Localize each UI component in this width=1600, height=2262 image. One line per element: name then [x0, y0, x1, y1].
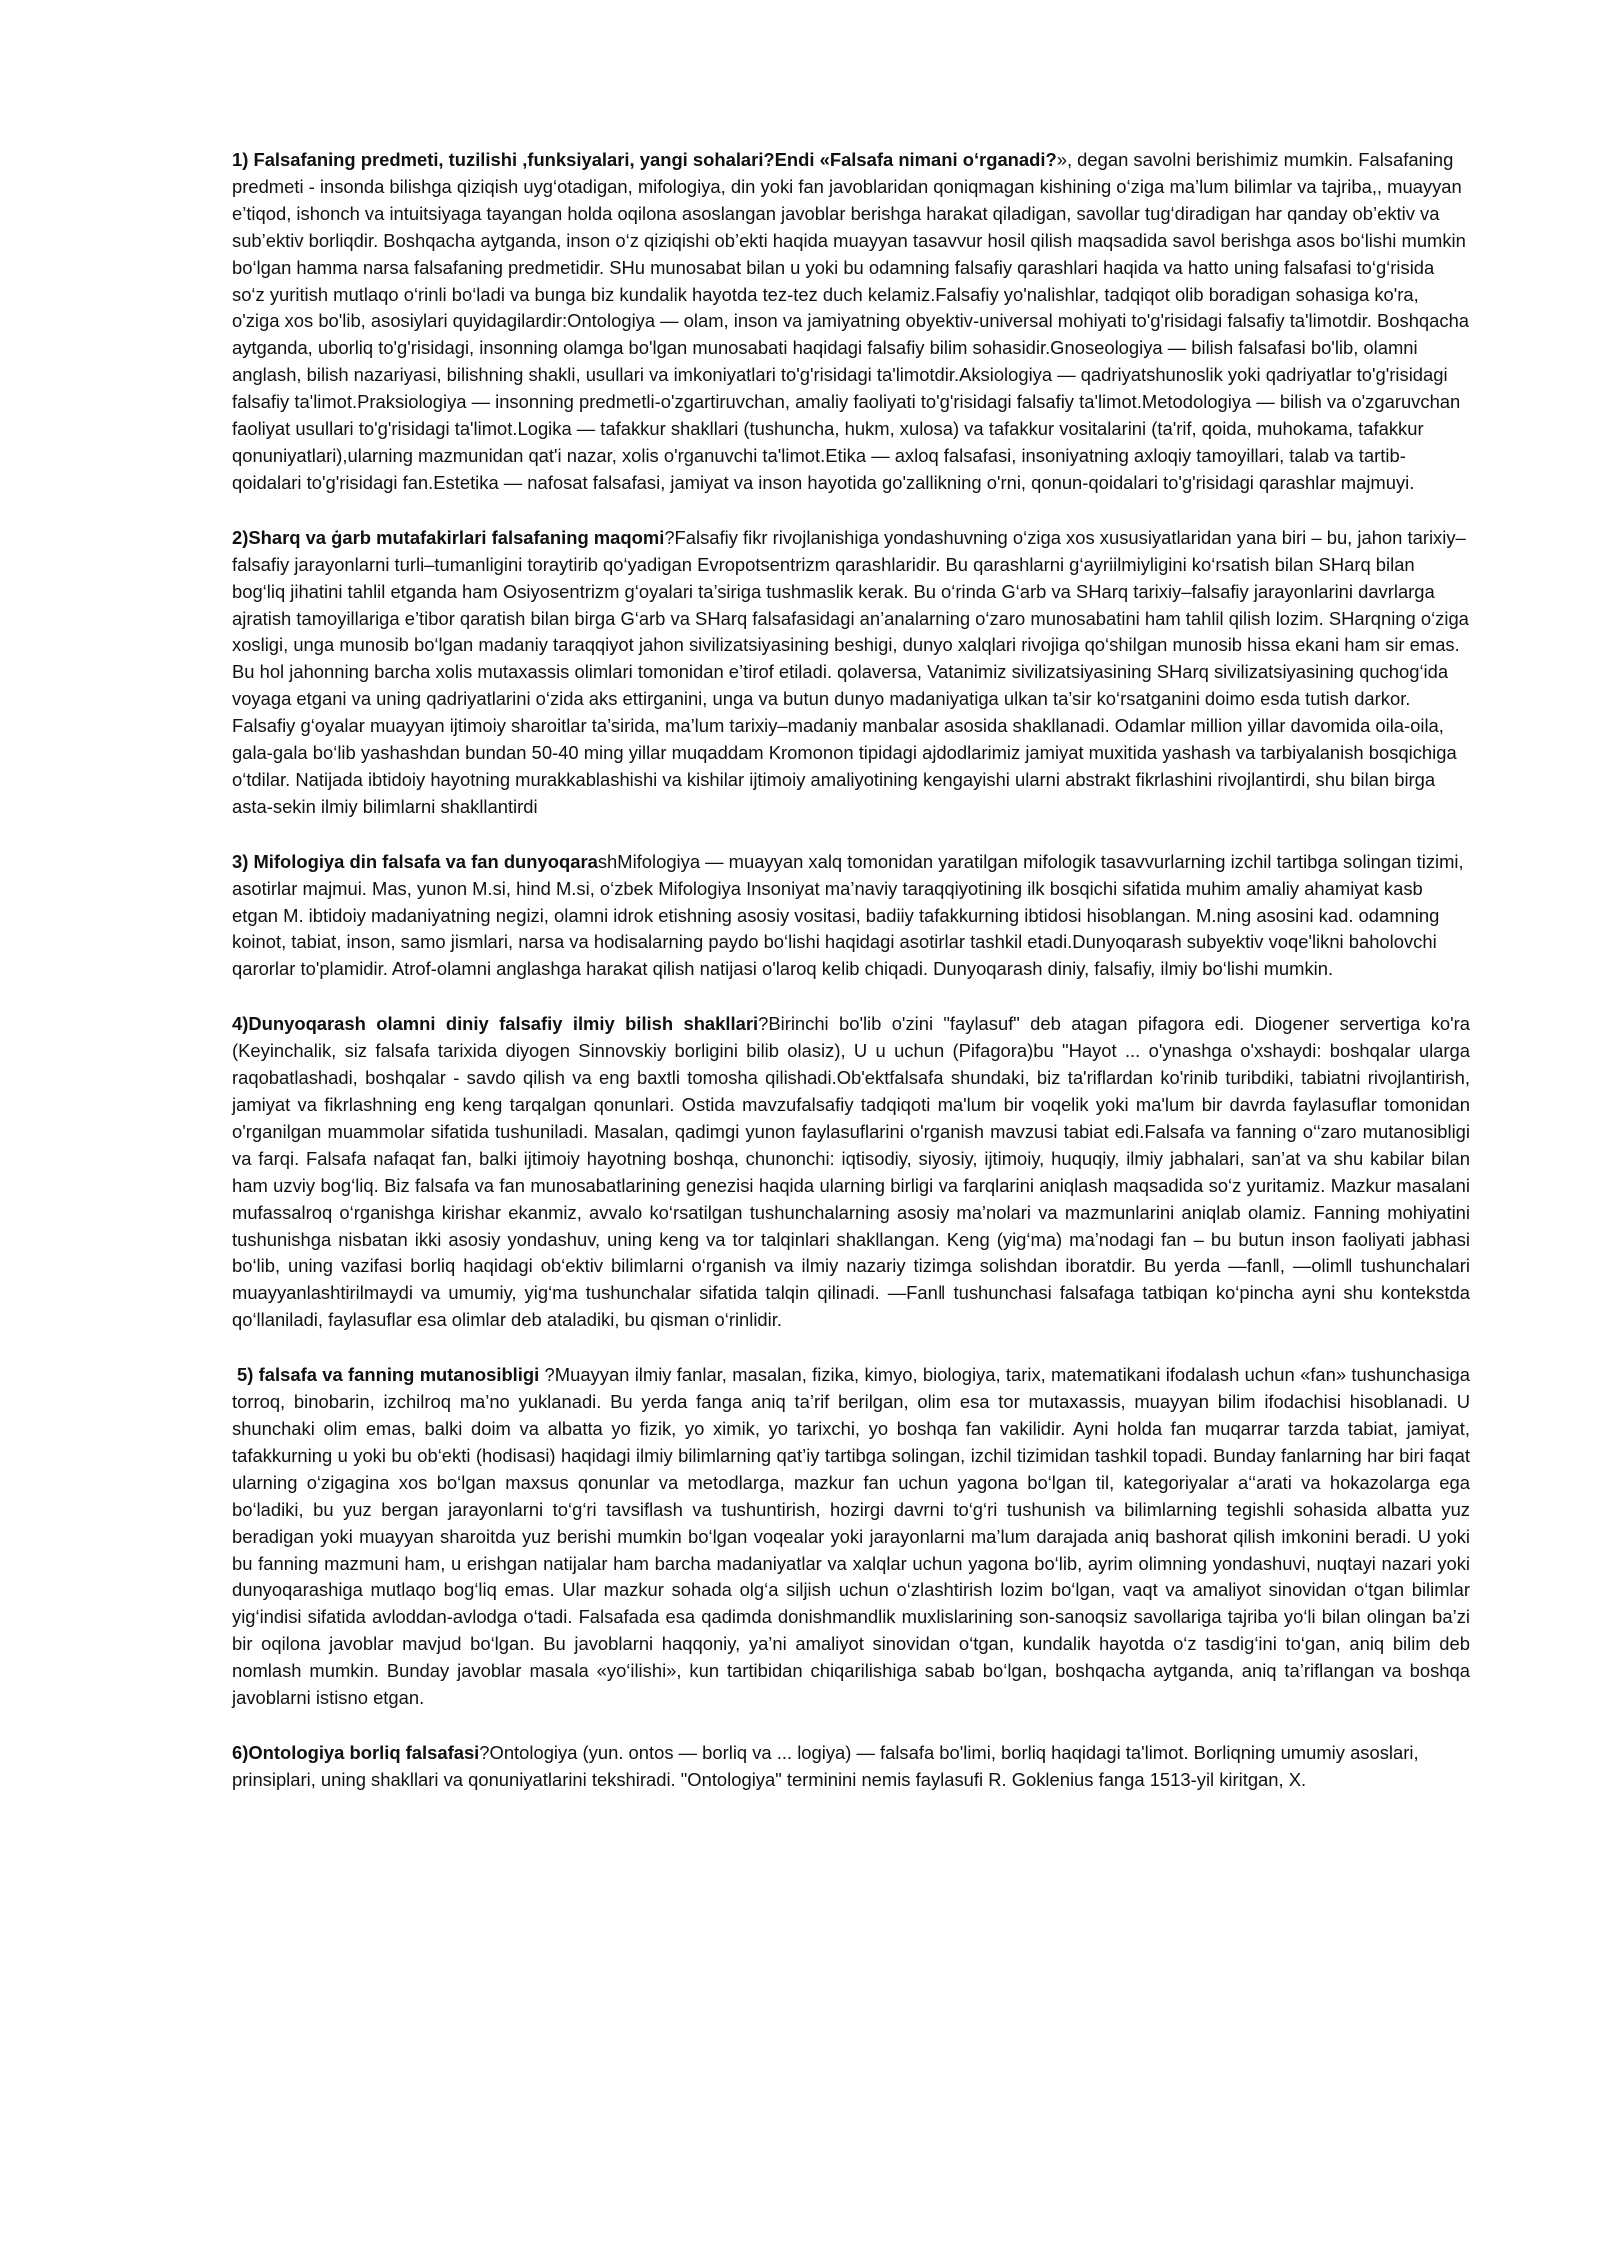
- section-3-body: shMifologiya — muayyan xalq tomonidan yaratilgan mifologik tasavvurlarning izchil tartibga solingan tizimi, asotirlar majmui. Mas, yunon M.si, hind M.si, o‘zbek Mifologiya Insoniyat ma’naviy taraqqiyotining ilk bosqichi sifatida muhim amaliy ahamiyat kasb etgan M. ibtidoiy madaniyatning negizi, olamni idrok etishning asosiy vositasi, badiiy tafakkurning ibtidosi hisoblangan. M.ning asosini kad. odamning koinot, tabiat, inson, samo jismlari, narsa va hodisalarning paydo bo‘lishi haqidagi asotirlar tashkil etadi.Dunyoqarash subyektiv voqe'likni baholovchi qarorlar to'plamidir. Atrof-olamni anglashga harakat qilish natijasi o'laroq kelib chiqadi. Dunyoqarash diniy, falsafiy, ilmiy bo‘lishi mumkin.: [232, 850, 1464, 980]
- section-3-paragraph: [232, 849, 1470, 984]
- section-2-paragraph: [232, 525, 1470, 821]
- section-3-heading: 3) Mifologiya din falsafa va fan dunyoqara: [232, 850, 598, 872]
- section-4-heading: 4)Dunyoqarash olamni diniy falsafiy ilmiy bilish shakllari: [232, 1013, 759, 1035]
- section-6-heading: 6)Ontologiya borliq falsafasi: [232, 1741, 480, 1763]
- section-2: [232, 525, 1470, 821]
- section-5-paragraph: [232, 1362, 1470, 1712]
- section-4: [232, 1011, 1470, 1334]
- section-6: [232, 1740, 1470, 1794]
- section-1-heading: 1) Falsafaning predmeti, tuzilishi ,funksiyalari, yangi sohalari?Endi «Falsafa nimani o‘rganadi?: [232, 149, 1057, 170]
- section-5-body: ?Muayyan ilmiy fanlar, masalan, fizika, kimyo, biologiya, tarix, matematikani ifodalash uchun «fan» tushunchasiga torroq, binobarin, izchilroq ma’no yuklanadi. Bu yerda fanga aniq ta’rif berilgan, olim esa tor mutaxassis, muayyan bilim ifodachisi hisoblanadi. U shunchaki olim emas, balki doim va albatta yo fizik, yo ximik, yo tarixchi, yo boshqa fan vakilidir. Ayni holda fan muqarrar tarzda tabiat, jamiyat, tafakkurning u yoki bu ob‘ekti (hodisasi) haqidagi ilmiy bilimlarning qat’iy tartibga solingan, izchil tizimidan tashkil topadi. Bunday fanlarning har biri faqat ularning o‘zigagina xos bo‘lgan maxsus qonunlar va metodlarga, mazkur fan uchun yagona bo‘lgan til, kategoriyalar a‘‘arati va hokazolarga ega bo‘ladiki, bu yuz bergan jarayonlarni to‘g‘ri tavsiflash va tushuntirish, hozirgi davrni to‘g‘ri tushunish va bilimlarning tegishli sohasida albatta yuz beradigan yoki muayyan sharoitda yuz berishi mumkin bo‘lgan voqealar yoki jarayonlarni ma’lum darajada aniq bashorat qilish imkonini beradi. U yoki bu fanning mazmuni ham, u erishgan natijalar ham barcha madaniyatlar va xalqlar uchun yagona bo‘lib, ayrim olimning yondashuvi, nuqtayi nazari yoki dunyoqarashiga mutlaqo bog‘liq emas. Ular mazkur sohada olg‘a siljish uchun o‘zlashtirish lozim bo‘lgan, vaqt va amaliyot sinovidan o‘tgan bilimlar yig‘indisi sifatida avloddan-avlodga o‘tadi. Falsafada esa qadimda donishmandlik muxlislarining son-sanoqsiz savollariga tajriba yo‘li bilan olingan ba’zi bir oqilona javoblar mavjud bo‘lgan. Bu javoblarni haqqoniy, ya’ni amaliyot sinovidan o‘tgan, kundalik hayotda o‘z tasdig‘ini to‘gan, aniq bilim deb nomlash mumkin. Bunday javoblar masala «yo‘ilishi», kun tartibidan chiqarilishiga sabab bo‘lgan, boshqacha aytganda, aniq ta’riflangan va boshqa javoblarni istisno etgan.: [232, 1364, 1470, 1709]
- section-6-paragraph: [232, 1740, 1470, 1794]
- section-1: [232, 147, 1470, 497]
- section-4-body: ?Birinchi bo'lib o'zini "faylasuf" deb atagan pifagora edi. Diogener servertiga ko'ra (Keyinchalik, siz falsafa tarixida diyogen Sinnovskiy borligini bilib olasiz), U u uchun (Pifagora)bu "Hayot ... o'ynashga o'xshaydi: boshqalar ularga raqobatlashadi, boshqalar - savdo qilish va eng baxtli tomosha qilishadi.Ob'ektfalsafa shundaki, biz ta'riflardan ko'rinib turibdiki, tabiatni rivojlantirish, jamiyat va fikrlashning eng keng tarqalgan qonunlari. Ostida mavzufalsafiy tadqiqoti ma'lum bir voqelik yoki ma'lum bir davrda faylasuflar tomonidan o'rganilgan muammolar sifatida tushuniladi. Masalan, qadimgi yunon faylasuflarini o'rganish mavzusi tabiat edi.Falsafa va fanning o‘‘zaro mutanosibligi va farqi. Falsafa nafaqat fan, balki ijtimoiy hayotning boshqa, chunonchi: iqtisodiy, siyosiy, ijtimoiy, huquqiy, ilmiy jabhalari, san’at va shu kabilar bilan ham uzviy bog‘liq. Biz falsafa va fan munosabatlarining genezisi haqida ularning birligi va farqlarini aniqlash maqsadida so‘z yuritamiz. Mazkur masalani mufassalroq o‘rganishga kirishar ekanmiz, avvalo ko‘rsatilgan tushunchalarning asosiy ma’nolari va mazmunlarini aniqlab olamiz. Fanning mohiyatini tushunishga nisbatan ikki asosiy yondashuv, uning keng va tor talqinlari shakllangan. Keng (yig‘ma) ma’nodagi fan – bu butun inson faoliyati jabhasi bo‘lib, uning vazifasi borliq haqidagi ob‘ektiv bilimlarni o‘rganish va ilmiy nazariy tizimga solishdan iboratdir. Bu yerda ―fan‖, ―olim‖ tushunchalari muayyanlashtirilmaydi va umumiy, yig‘ma tushunchalar sifatida talqin qilinadi. ―Fan‖ tushunchasi falsafaga tatbiqan ko‘pincha ayni shu kontekstda qo‘llaniladi, faylasuflar esa olimlar deb ataladiki, bu qisman o‘rinlidir.: [232, 1013, 1470, 1331]
- section-2-body: ?Falsafiy fikr rivojlanishiga yondashuvning o‘ziga xos xususiyatlaridan yana biri – bu, jahon tarixiy–falsafiy jarayonlarni turli–tumanligini toraytirib qo‘yadigan Evropotsentrizm qarashlaridir. Bu qarashlarni g‘ayriilmiyligini ko‘rsatish bilan SHarq bilan bog‘liq jihatini tahlil etganda ham Osiyosentrizm g‘oyalari ta’siriga tushmaslik kerak. Bu o‘rinda G‘arb va SHarq tarixiy–falsafiy jarayonlarini davrlarga ajratish tamoyillariga e’tibor qaratish bilan birga G‘arb va SHarq falsafasidagi an’analarning o‘zaro munosabatini ham tahlil qilish lozim. SHarqning o‘ziga xosligi, unga munosib bo‘lgan madaniy taraqqiyot jahon sivilizatsiyasining beshigi, dunyo xalqlari rivojiga qo‘shilgan munosib hissa ekani ham sir emas. Bu hol jahonning barcha xolis mutaxassis olimlari tomonidan e’tirof etiladi. qolaversa, Vatanimiz sivilizatsiyasining SHarq sivilizatsiyasining quchog‘ida voyaga etgani va uning qadriyatlarini o‘zida aks ettirganini, unga va butun dunyo madaniyatiga ulkan ta’sir ko‘rsatganini doimo esda tutish darkor. Falsafiy g‘oyalar muayyan ijtimoiy sharoitlar ta’sirida, ma’lum tarixiy–madaniy manbalar asosida shakllanadi. Odamlar million yillar davomida oila-oila, gala-gala bo‘lib yashashdan bundan 50-40 ming yillar muqaddam Kromonon tipidagi ajdodlarimiz jamiyat muxitida yashash va tarbiyalanish bosqichiga o‘tdilar. Natijada ibtidoiy hayotning murakkablashishi va kishilar ijtimoiy amaliyotining kengayishi ularni abstrakt fikrlashini rivojlantirdi, shu bilan birga asta-sekin ilmiy bilimlarni shakllantirdi: [232, 526, 1469, 817]
- section-2-heading: 2)Sharq va ġarb mutafakirlari falsafaning maqomi: [232, 526, 665, 548]
- section-5-heading: 5) falsafa va fanning mutanosibligi: [237, 1364, 540, 1386]
- section-6-body: ?Ontologiya (yun. ontos — borliq va ... logiya) — falsafa bo'limi, borliq haqidagi ta'limot. Borliqning umumiy asoslari, prinsiplari, uning shakllari va qonuniyatlarini tekshiradi. "Ontologiya" terminini nemis faylasufi R. Goklenius fanga 1513-yil kiritgan, X.: [232, 1741, 1419, 1790]
- section-5: [232, 1362, 1470, 1712]
- section-4-paragraph: [232, 1011, 1470, 1334]
- section-1-body: », degan savolni berishimiz mumkin. Falsafaning predmeti - insonda bilishga qiziqish uyg‘otadigan, mifologiya, din yoki fan javoblaridan qoniqmagan kishining o‘ziga ma’lum bilimlar va tajriba,, muayyan e’tiqod, ishonch va intuitsiyaga tayangan holda oqilona asoslangan javoblar berishga harakat qiladigan, savollar tug‘diradigan har qanday ob’ektiv va sub’ektiv borliqdir. Boshqacha aytganda, inson o‘z qiziqishi ob’ekti haqida muayyan tasavvur hosil qilish maqsadida savol berishga asos bo‘lishi mumkin bo‘lgan hamma narsa falsafaning predmetidir. SHu munosabat bilan u yoki bu odamning falsafiy qarashlari haqida va hatto uning falsafasi to‘g‘risida so‘z yuritish mutlaqo o‘rinli bo‘ladi va bunga biz kundalik hayotda tez-tez duch kelamiz.Falsafiy yo'nalishlar, tadqiqot olib boradigan sohasiga ko'ra, o'ziga xos bo'lib, asosiylari quyidagilardir:Ontologiya — olam, inson va jamiyatning obyektiv-universal mohiyati to'g'risidagi falsafiy ta'limotdir. Boshqacha aytganda, uborliq to'g'risidagi, insonning olamga bo'lgan munosabati haqidagi falsafiy bilim sohasidir.Gnoseologiya — bilish falsafasi bo'lib, olamni anglash, bilish nazariyasi, bilishning shakli, usullari va imkoniyatlari to'g'risidagi ta'limotdir.Aksiologiya — qadriyatshunoslik yoki qadriyatlar to'g'risidagi falsafiy ta'limot.Praksiologiya — insonning predmetli-o'zgartiruvchan, amaliy faoliyati to'g'risidagi falsafiy ta'limot.Metodologiya — bilish va o'zgaruvchan faoliyat usullari to'g'risidagi ta'limot.Logika — tafakkur shakllari (tushuncha, hukm, xulosa) va tafakkur vositalarini (ta'rif, qoida, muhokama, tafakkur qonuniyatlari),ularning mazmunidan qat'i nazar, xolis o'rganuvchi ta'limot.Etika — axloq falsafasi, insoniyatning axloqiy tamoyillari, talab va tartib-qoidalari to'g'risidagi fan.Estetika — nafosat falsafasi, jamiyat va inson hayotida go'zallikning o'rni, qonun-qoidalari to'g'risidagi qarashlar majmuyi.: [232, 149, 1470, 493]
- section-1-paragraph: [232, 147, 1470, 497]
- section-3: [232, 849, 1470, 984]
